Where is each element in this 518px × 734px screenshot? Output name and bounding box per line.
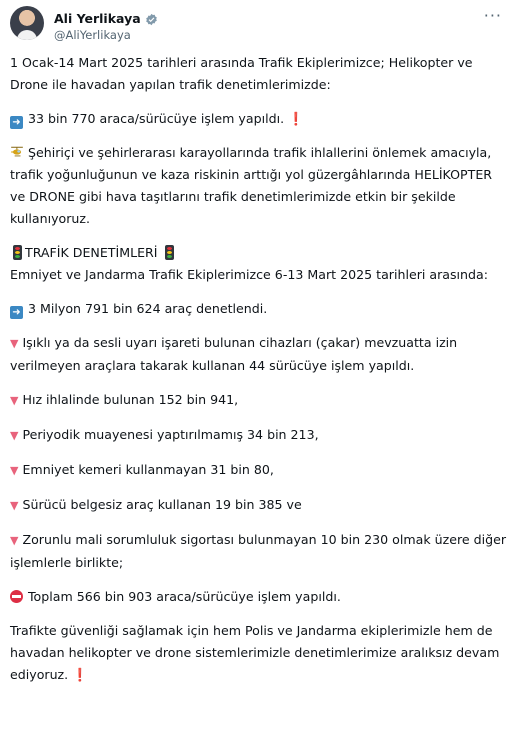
author-name[interactable]: Ali Yerlikaya: [54, 11, 141, 26]
tweet-text: [10, 52, 508, 698]
right-arrow-emoji: ➜: [10, 306, 23, 319]
author-names: [54, 8, 158, 43]
list-item-text: Sürücü belgesiz araç kullanan 19 bin 385 ve: [22, 497, 302, 512]
intro-paragraph: 1 Ocak-14 Mart 2025 tarihleri arasında Trafik Ekiplerimizce; Helikopter ve Drone ile havadan yapılan trafik denetimlerimizde:: [10, 55, 473, 92]
stat1-paragraph: [10, 108, 508, 130]
red-exclamation-emoji: ❗: [288, 111, 304, 126]
total-paragraph: [10, 586, 508, 608]
tweet-header: [10, 6, 508, 48]
right-arrow-emoji: ➜: [10, 116, 23, 129]
traffic-light-emoji: [13, 245, 22, 260]
section-intro: Emniyet ve Jandarma Trafik Ekiplerimizce 6-13 Mart 2025 tarihleri arasında:: [10, 267, 488, 282]
stat2-paragraph: [10, 298, 508, 320]
total-text: Toplam 566 bin 903 araca/sürücüye işlem yapıldı.: [28, 589, 341, 604]
list-item: [10, 459, 508, 482]
red-exclamation-emoji: ❗: [72, 667, 88, 682]
list-item: [10, 424, 508, 447]
stat1-text: 33 bin 770 araca/sürücüye işlem yapıldı.: [28, 111, 285, 126]
author-name-row[interactable]: [54, 11, 158, 27]
avatar[interactable]: [10, 6, 44, 40]
stat2-text: 3 Milyon 791 bin 624 araç denetlendi.: [28, 301, 268, 316]
list-item-text: Işıklı ya da sesli uyarı işareti bulunan cihazları (çakar) mevzuatta izin verilmeyen araçlara takarak kullanan 44 sürücüye işlem yapıldı.: [10, 335, 458, 373]
list-item: [10, 389, 508, 412]
author-handle[interactable]: @AliYerlikaya: [54, 28, 131, 42]
section-title: TRAFİK DENETİMLERİ: [25, 245, 158, 260]
helicopter-emoji: [10, 145, 24, 159]
red-triangle-down-emoji: ▼: [10, 337, 19, 350]
list-item-text: Emniyet kemeri kullanmayan 31 bin 80,: [22, 462, 274, 477]
more-options-icon[interactable]: ···: [483, 6, 502, 25]
closing-paragraph: [10, 620, 508, 686]
red-triangle-down-emoji: ▼: [10, 429, 19, 442]
red-triangle-down-emoji: ▼: [10, 394, 19, 407]
list-item-text: Zorunlu mali sorumluluk sigortası bulunmayan 10 bin 230 olmak üzere diğer işlemlerle birlikte;: [10, 532, 507, 570]
section-title-line: [10, 242, 508, 264]
no-entry-emoji: [10, 590, 23, 603]
list-item: [10, 529, 508, 574]
helicopter-text: Şehiriçi ve şehirlerarası karayollarında trafik ihlallerini önlemek amacıyla, trafik yoğunluğunun ve kaza riskinin arttığı yol güzergâhlarında HELİKOPTER ve DRONE gibi hava taşıtlarını trafik denetimlerimizde etkin bir şekilde kullanıyoruz.: [10, 145, 493, 226]
list-item: [10, 332, 508, 377]
red-triangle-down-emoji: ▼: [10, 499, 19, 512]
red-triangle-down-emoji: ▼: [10, 534, 19, 547]
red-triangle-down-emoji: ▼: [10, 464, 19, 477]
list-item-text: Periyodik muayenesi yaptırılmamış 34 bin 213,: [22, 427, 319, 442]
verified-badge-icon: [145, 13, 158, 26]
closing-text: Trafikte güvenliği sağlamak için hem Polis ve Jandarma ekiplerimizle hem de havadan helikopter ve drone sistemlerimizle denetimlerimize aralıksız devam ediyoruz.: [10, 623, 500, 682]
helicopter-paragraph: [10, 142, 508, 230]
traffic-light-emoji: [165, 245, 174, 260]
list-item: [10, 494, 508, 517]
list-item-text: Hız ihlalinde bulunan 152 bin 941,: [22, 392, 239, 407]
